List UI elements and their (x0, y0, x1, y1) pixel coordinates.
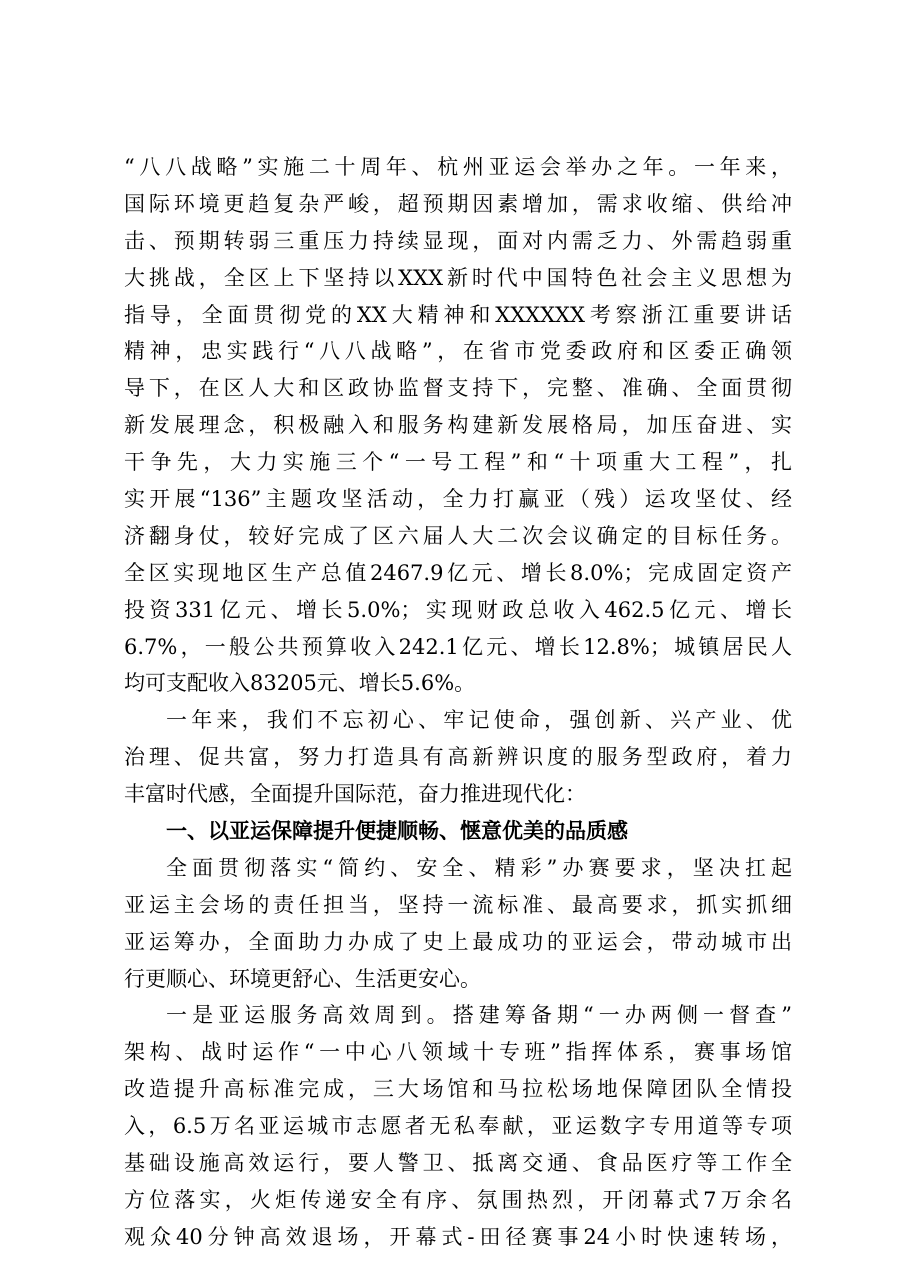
text-line: 一是亚运服务高效周到。搭建筹备期“一办两侧一督查” (166, 1003, 792, 1028)
text-line: 全区实现地区生产总值2467.9亿元、增长8.0%；完成固定资产 (124, 560, 792, 585)
text-line: 方位落实，火炬传递安全有序、氛围热烈，开闭幕式7万余名 (124, 1187, 792, 1212)
document-page (124, 149, 792, 1256)
text-line: 投资331亿元、增长5.0%；实现财政总收入462.5亿元、增长 (124, 597, 792, 622)
text-line: 均可支配收入83205元、增长5.6%。 (124, 671, 476, 696)
text-line: 架构、战时运作“一中心八领域十专班”指挥体系，赛事场馆 (124, 1040, 792, 1065)
text-line: 亚运主会场的责任担当，坚持一流标准、最高要求，抓实抓细 (124, 892, 792, 917)
text-line: 改造提升高标准完成，三大场馆和马拉松场地保障团队全情投 (124, 1077, 792, 1102)
paragraph-year-overview (124, 702, 792, 813)
text-line: 干争先，大力实施三个“一号工程”和“十项重大工程”，扎 (124, 450, 792, 475)
text-line: 击、预期转弱三重压力持续显现，面对内需乏力、外需趋弱重 (124, 228, 792, 253)
text-line: 导下，在区人大和区政协监督支持下，完整、准确、全面贯彻 (124, 376, 792, 401)
text-line: 指导，全面贯彻党的XX大精神和XXXXXX考察浙江重要讲话 (124, 302, 792, 327)
text-line: 国际环境更趋复杂严峻，超预期因素增加，需求收缩、供给冲 (124, 191, 792, 216)
text-line: 6.7%，一般公共预算收入242.1亿元、增长12.8%；城镇居民人 (124, 634, 792, 659)
text-line: 入，6.5万名亚运城市志愿者无私奉献，亚运数字专用道等专项 (124, 1114, 792, 1139)
text-line: 大挑战，全区上下坚持以XXX新时代中国特色社会主义思想为 (124, 265, 792, 290)
text-line: 一年来，我们不忘初心、牢记使命，强创新、兴产业、优 (166, 708, 792, 733)
section-heading: 一、以亚运保障提升便捷顺畅、惬意优美的品质感 (166, 819, 628, 844)
text-line: 精神，忠实践行“八八战略”，在省市党委政府和区委正确领 (124, 339, 792, 364)
paragraph-intro-summary (124, 149, 792, 702)
paragraph-asian-games-service (124, 997, 792, 1255)
text-line: 全面贯彻落实“简约、安全、精彩”办赛要求，坚决扛起 (166, 855, 792, 880)
text-line: 新发展理念，积极融入和服务构建新发展格局，加压奋进、实 (124, 413, 792, 438)
text-line: 治理、促共富，努力打造具有高新辨识度的服务型政府，着力 (124, 745, 792, 770)
paragraph-asian-games-requirements (124, 850, 792, 998)
text-line: “八八战略”实施二十周年、杭州亚运会举办之年。一年来， (124, 155, 792, 179)
text-line: 济翻身仗，较好完成了区六届人大二次会议确定的目标任务。 (124, 523, 792, 548)
text-line: 基础设施高效运行，要人警卫、抵离交通、食品医疗等工作全 (124, 1151, 792, 1176)
text-line: 亚运筹办，全面助力办成了史上最成功的亚运会，带动城市出 (124, 929, 792, 954)
text-line: 丰富时代感，全面提升国际范，奋力推进现代化： (124, 782, 586, 807)
text-line: 观众40分钟高效退场，开幕式-田径赛事24小时快速转场， (124, 1224, 792, 1249)
text-line: 行更顺心、环境更舒心、生活更安心。 (124, 966, 481, 991)
text-line: 实开展“136”主题攻坚活动，全力打赢亚（残）运攻坚仗、经 (124, 487, 792, 512)
